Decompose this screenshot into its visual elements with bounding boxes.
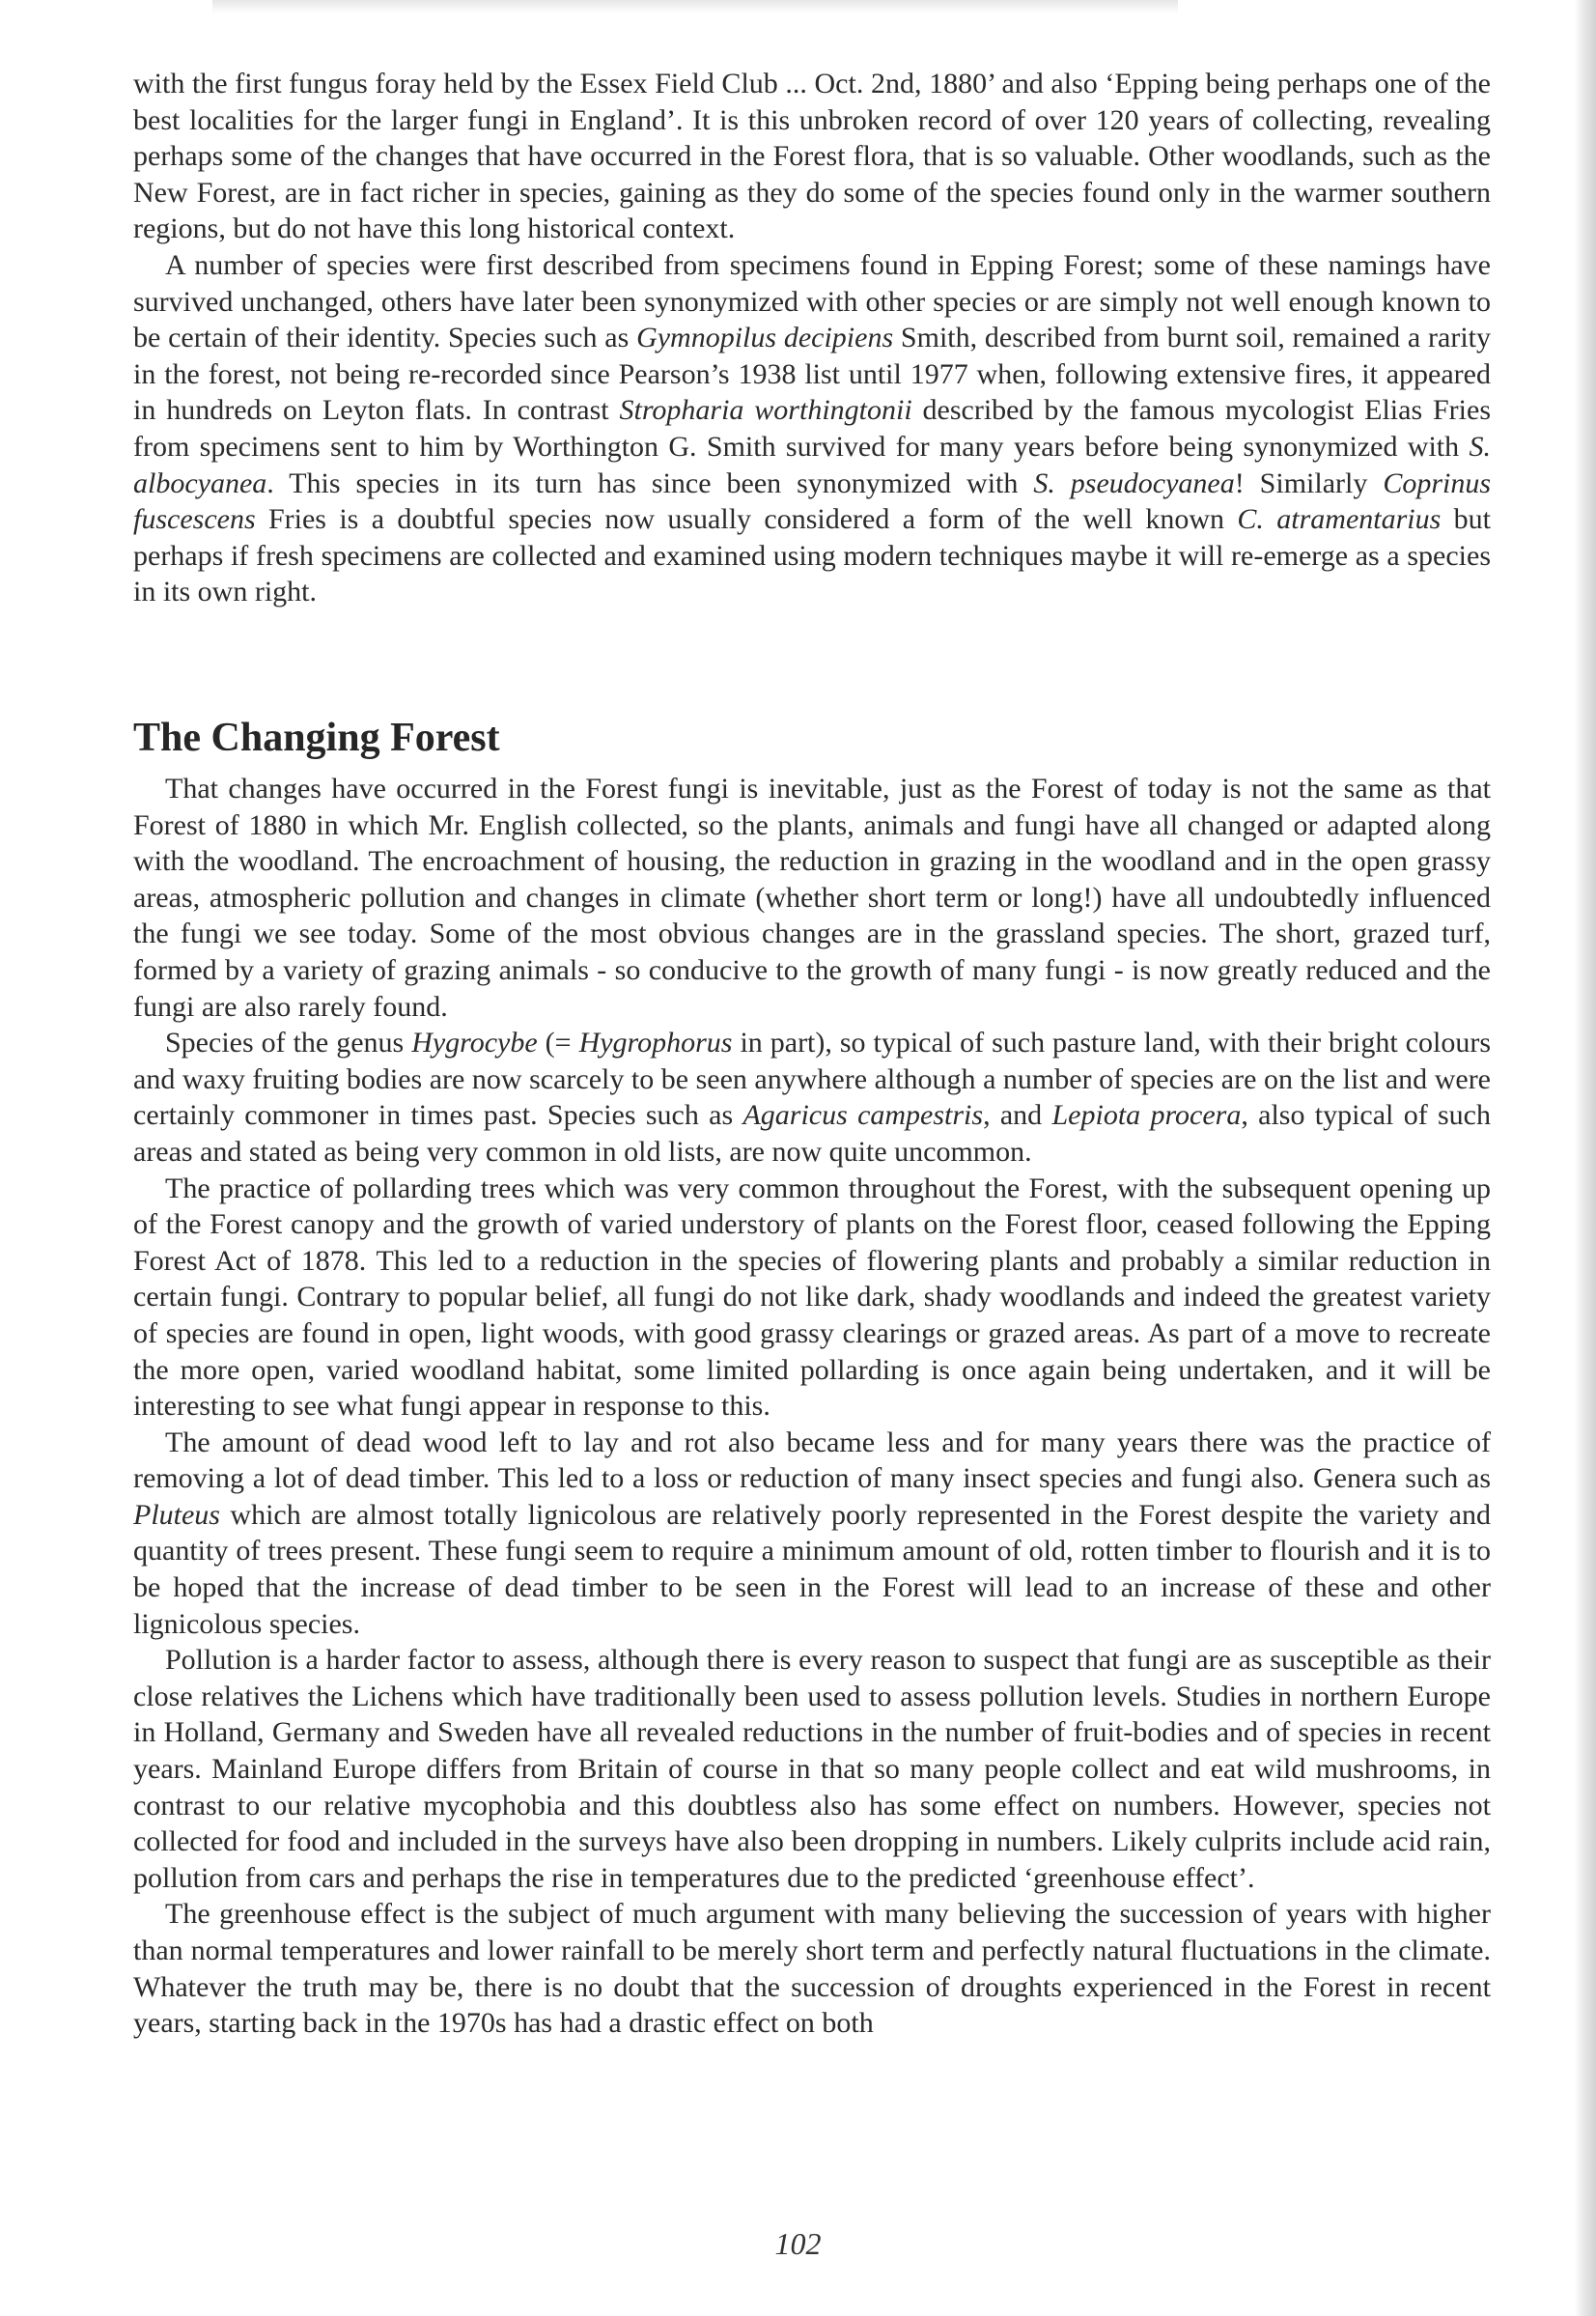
paragraph: with the first fungus foray held by the Essex Field Club ... Oct. 2nd, 1880’ and also ‘Epping being perhaps one of the best localities for the larger fungi in England’. It is this unbroken record of over 120 years of collecting, revealing perhaps some of the changes that have occurred in the Forest flora, that is so valuable. Other woodlands, such as the New Forest, are in fact richer in species, gaining as they do some of the species found only in the warmer southern regions, but do not have this long historical context.	[133, 68, 1491, 245]
paragraph: The greenhouse effect is the subject of much argument with many believing the succession of years with higher than normal temperatures and lower rainfall to be merely short term and perfectly natural fluctuations in the climate. Whatever the truth may be, there is no doubt that the succession of droughts experienced in the Forest in recent years, starting back in the 1970s has had a drastic effect on both	[133, 1898, 1491, 2040]
section-heading: The Changing Forest	[133, 716, 500, 760]
page-number: 102	[774, 2226, 822, 2261]
italic-taxon-name: Pluteus	[133, 1498, 220, 1531]
italic-taxon-name: Hygrocybe	[411, 1027, 538, 1059]
italic-taxon-name: Lepiota procera	[1051, 1099, 1242, 1132]
continued-text	[133, 66, 1491, 610]
italic-taxon-name: C. atramentarius	[1237, 503, 1442, 536]
italic-taxon-name: Agaricus campestris	[742, 1099, 984, 1132]
page-edge-shadow	[1575, 0, 1596, 2316]
paragraph: Species of the genus Hygrocybe (= Hygrophorus in part), so typical of such pasture land, with their bright colours and waxy fruiting bodies are now scarcely to be seen anywhere although a number of species are on the list and were certainly commoner in times past. Species such as Agaricus campestris, and Lepiota procera, also typical of such areas and stated as being very common in old lists, are now quite uncommon.	[133, 1027, 1492, 1168]
paragraph: Pollution is a harder factor to assess, although there is every reason to suspect that fungi are as susceptible as their close relatives the Lichens which have traditionally been used to assess pollution levels. Studies in northern Europe in Holland, Germany and Sweden have all revealed reductions in the number of fruit-bodies and of species in recent years. Mainland Europe differs from Britain of course in that so many people collect and eat wild mushrooms, in contrast to our relative mycophobia and this doubtless also has some effect on numbers. However, species not collected for food and included in the surveys have also been dropping in numbers. Likely culprits include acid rain, pollution from cars and perhaps the rise in temperatures due to the predicted ‘greenhouse effect’.	[133, 1644, 1491, 1894]
paragraph: The amount of dead wood left to lay and rot also became less and for many years there was the practice of removing a lot of dead timber. This led to a loss or reduction of many insect species and fungi also. Genera such as Pluteus which are almost totally lignicolous are relatively poorly represented in the Forest despite the variety and quantity of trees present. These fungi seem to require a minimum amount of old, rotten timber to flourish and it is to be hoped that the increase of dead timber to be seen in the Forest will lead to an increase of these and other lignicolous species.	[133, 1426, 1491, 1640]
paragraph: That changes have occurred in the Forest fungi is inevitable, just as the Forest of today is not the same as that Forest of 1880 in which Mr. English collected, so the plants, animals and fungi have all changed or adapted along with the woodland. The encroachment of housing, the reduction in grazing in the woodland and in the open grassy areas, atmospheric pollution and changes in climate (whether short term or long!) have all undoubtedly influenced the fungi we see today. Some of the most obvious changes are in the grassland species. The short, grazed turf, formed by a variety of grazing animals - so conducive to the growth of many fungi - is now greatly reduced and the fungi are also rarely found.	[133, 773, 1491, 1023]
paragraph: A number of species were first described from specimens found in Epping Forest; some of these namings have survived unchanged, others have later been synonymized with other species or are simply not well enough known to be certain of their identity. Species such as Gymnopilus decipiens Smith, described from burnt soil, remained a rarity in the forest, not being re-recorded since Pearson’s 1938 list until 1977 when, following extensive fires, it appeared in hundreds on Leyton flats. In contrast Stropharia worthingtonii described by the famous mycologist Elias Fries from specimens sent to him by Worthington G. Smith survived for many years before being synonymized with S. albocyanea. This species in its turn has since been synonymized with S. pseudocyanea! Similarly Coprinus fuscescens Fries is a doubtful species now usually considered a form of the well known C. atramentarius but perhaps if fresh specimens are collected and examined using modern techniques maybe it will re-emerge as a species in its own right.	[133, 248, 1492, 608]
italic-taxon-name: S. pseudocyanea	[1033, 466, 1235, 499]
italic-taxon-name: Hygrophorus	[578, 1027, 733, 1059]
scan-shadow	[212, 0, 1178, 14]
italic-taxon-name: Stropharia worthingtonii	[619, 394, 912, 427]
section-body	[133, 771, 1491, 2042]
paragraph: The practice of pollarding trees which was very common throughout the Forest, with the subsequent opening up of the Forest canopy and the growth of varied understory of plants on the Forest floor, ceased following the Epping Forest Act of 1878. This led to a reduction in the species of flowering plants and probably a similar reduction in certain fungi. Contrary to popular belief, all fungi do not like dark, shady woodlands and indeed the greatest variety of species are found in open, light woods, with good grassy clearings or grazed areas. As part of a move to recreate the more open, varied woodland habitat, some limited pollarding is once again being undertaken, and it will be interesting to see what fungi appear in response to this.	[133, 1172, 1491, 1423]
italic-taxon-name: Coprinus fuscescens	[133, 466, 1492, 536]
italic-taxon-name: Gymnopilus decipiens	[636, 322, 894, 354]
italic-taxon-name: S. albocyanea	[133, 430, 1491, 499]
